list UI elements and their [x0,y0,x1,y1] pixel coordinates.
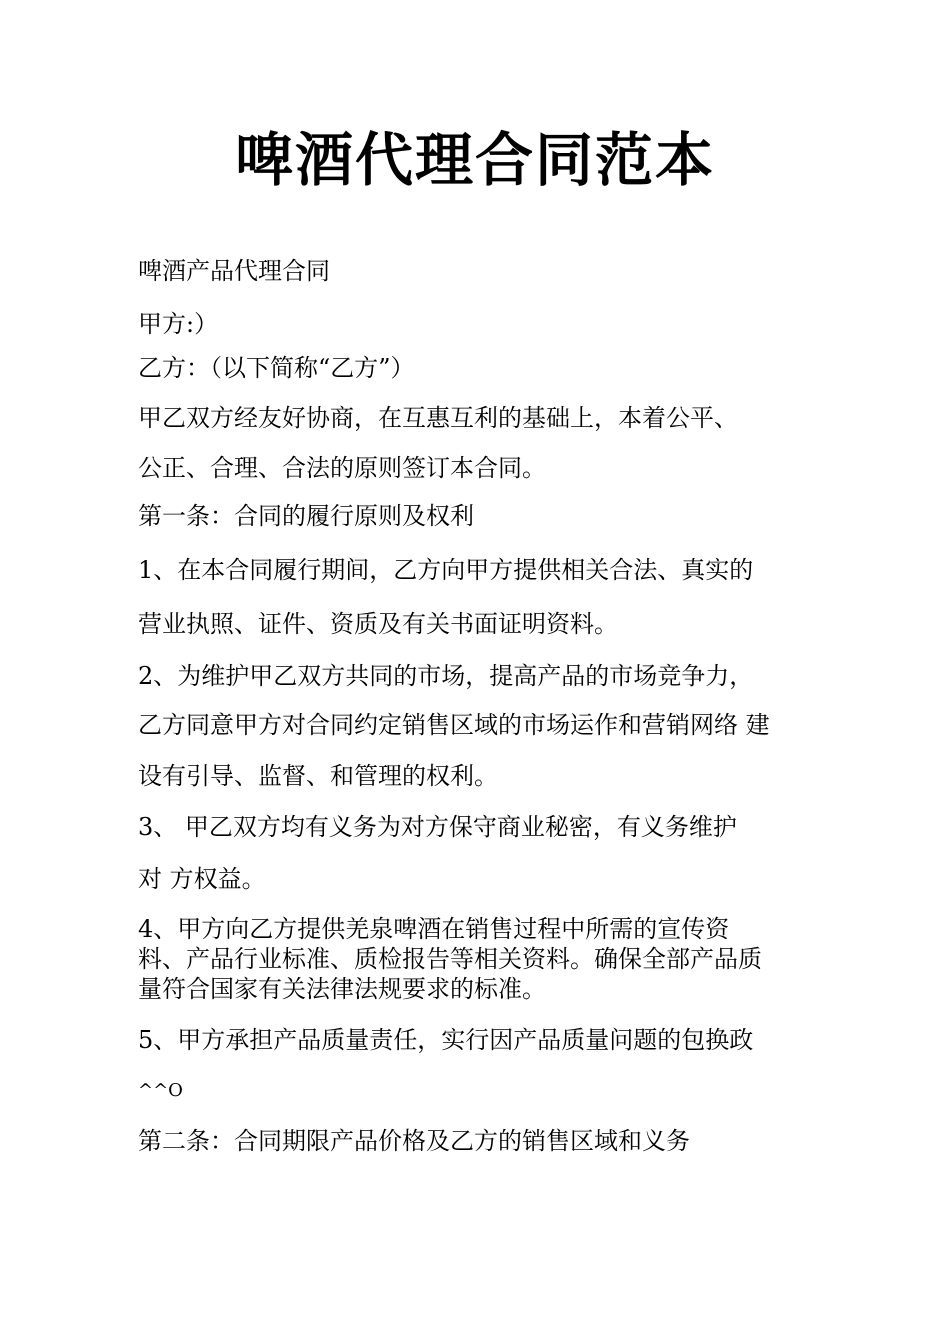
clause-1-line-2: 营业执照、证件、资质及有关书面证明资料。 [138,610,618,638]
contract-heading: 啤酒产品代理合同 [138,257,330,285]
clause-2-line-1: 2、为维护甲乙双方共同的市场，提高产品的市场竞争力， [138,662,754,690]
clause-1-line-1: 1、在本合同履行期间，乙方向甲方提供相关合法、真实的 [138,556,754,584]
clause-3-line-1: 3、 甲乙双方均有义务为对方保守商业秘密，有义务维护 [138,813,737,841]
preamble-line-2: 公正、合理、合法的原则签订本合同。 [138,454,546,482]
clause-5-line-2: ^^O [138,1080,183,1101]
article-2-heading: 第二条：合同期限产品价格及乙方的销售区域和义务 [138,1127,690,1155]
clause-2-line-2: 乙方同意甲方对合同约定销售区域的市场运作和营销网络 建 [138,711,770,739]
party-a-line: 甲方:） [138,310,219,338]
clause-3-line-2: 对 方权益。 [138,865,266,893]
clause-5-line-1: 5、甲方承担产品质量责任，实行因产品质量问题的包换政 [138,1026,754,1054]
document-title: 啤酒代理合同范本 [234,126,715,194]
clause-4-line-2: 料、产品行业标准、质检报告等相关资料。确保全部产品质 [138,945,762,973]
clause-4-line-1: 4、甲方向乙方提供羌泉啤酒在销售过程中所需的宣传资 [138,915,730,943]
clause-4-line-3: 量符合国家有关法律法规要求的标准。 [138,975,546,1003]
party-b-line: 乙方：（以下简称“乙方”） [138,354,415,382]
preamble-line-1: 甲乙双方经友好协商，在互惠互利的基础上，本着公平、 [138,404,738,432]
clause-2-line-3: 设有引导、监督、和管理的权利。 [138,762,498,790]
article-1-heading: 第一条：合同的履行原则及权利 [138,502,474,530]
